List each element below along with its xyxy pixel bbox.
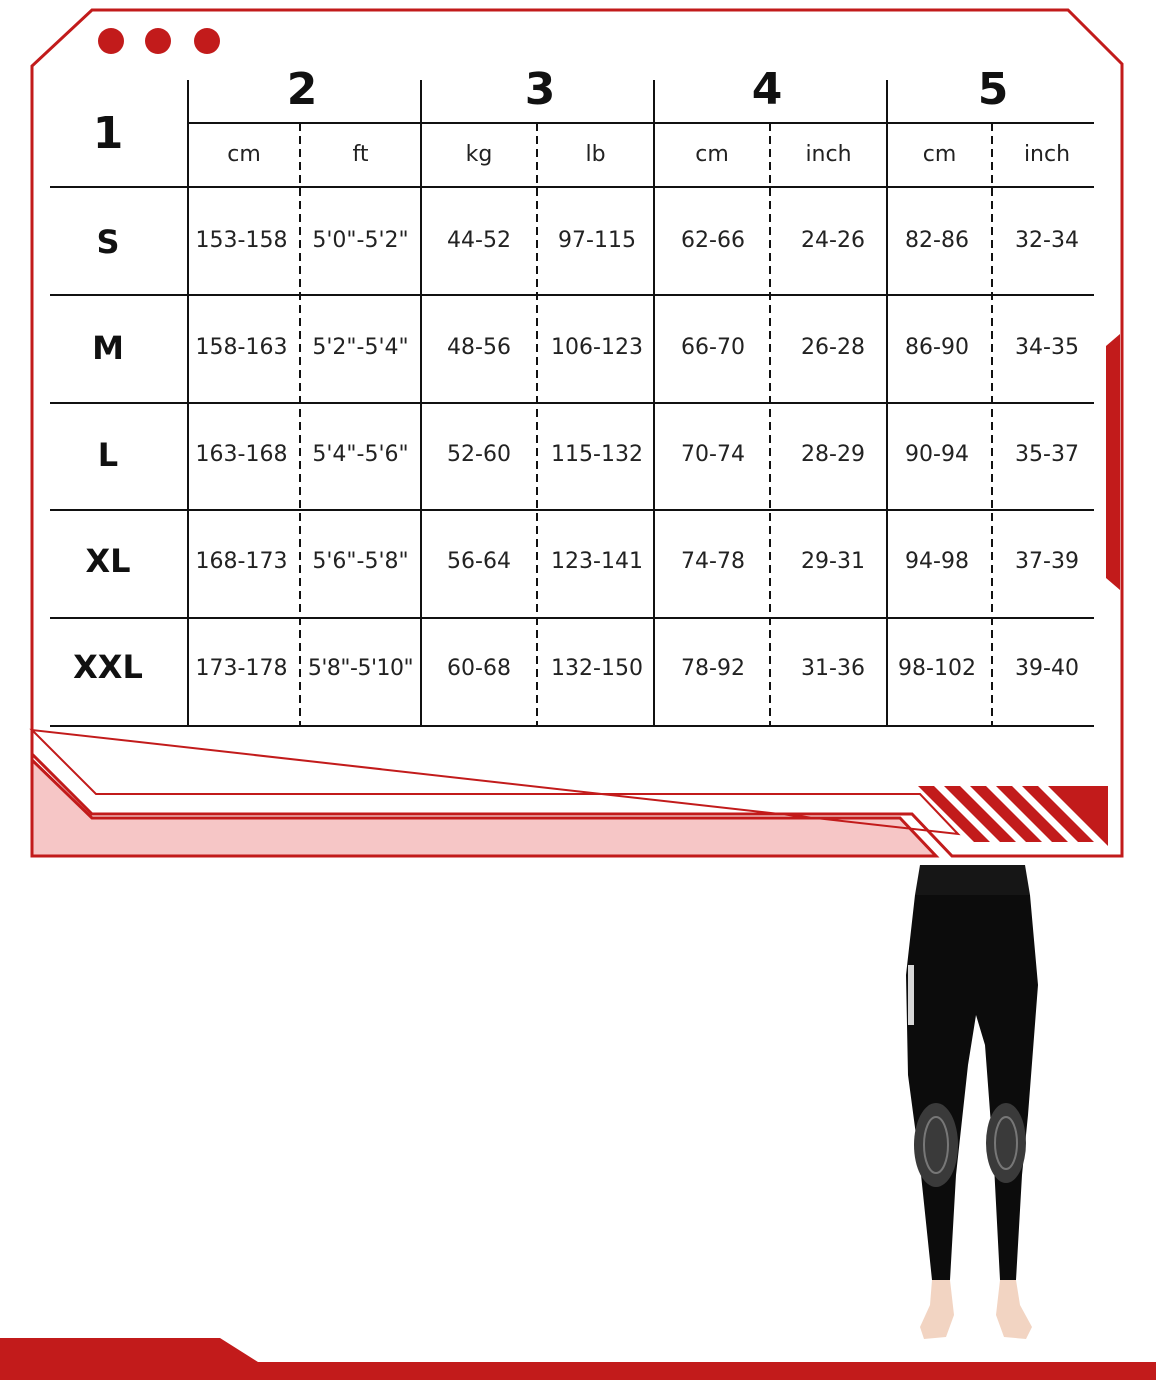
group-header: 5	[977, 64, 1009, 115]
group-header: 3	[524, 64, 556, 115]
table-cell: 90-94	[905, 442, 969, 467]
table-cell: 123-141	[551, 549, 643, 574]
size-label: XXL	[73, 648, 143, 686]
table-cell: 32-34	[1015, 228, 1079, 253]
table-cell: 153-158	[195, 228, 288, 253]
frame-band	[32, 744, 936, 856]
table-cell: 5'8"-5'10"	[307, 656, 414, 681]
unit-header: cm	[922, 142, 957, 167]
table-cell: 5'6"-5'8"	[312, 549, 409, 574]
unit-header: inch	[1023, 142, 1071, 167]
table-cell: 28-29	[801, 442, 865, 467]
table-cell: 39-40	[1015, 656, 1079, 681]
table-cell: 48-56	[447, 335, 511, 360]
size-label: S	[96, 223, 120, 261]
table-cell: 78-92	[681, 656, 745, 681]
size-column-header: 1	[92, 108, 124, 159]
frame-outline	[32, 10, 1122, 856]
unit-header: ft	[352, 142, 369, 167]
table-cell: 163-168	[195, 442, 288, 467]
table-cell: 98-102	[898, 656, 976, 681]
table-cell: 26-28	[801, 335, 865, 360]
size-label: M	[92, 329, 124, 367]
table-cell: 44-52	[447, 228, 511, 253]
table-cell: 37-39	[1015, 549, 1079, 574]
table-cell: 74-78	[681, 549, 745, 574]
frame-stripes	[918, 786, 1108, 846]
wetsuit-pants-icon	[880, 865, 1080, 1345]
frame-side-tab	[1106, 334, 1120, 590]
decor-dot	[145, 28, 171, 54]
table-cell: 5'0"-5'2"	[312, 228, 409, 253]
decor-dot	[98, 28, 124, 54]
table-cell: 35-37	[1015, 442, 1079, 467]
unit-header: lb	[585, 142, 606, 167]
table-cell: 60-68	[447, 656, 511, 681]
table-cell: 173-178	[195, 656, 288, 681]
unit-header: cm	[227, 142, 261, 167]
decor-dot	[194, 28, 220, 54]
table-cell: 31-36	[801, 656, 865, 681]
table-grid-dashed	[300, 123, 992, 726]
unit-header: inch	[805, 142, 852, 167]
group-header: 2	[286, 64, 318, 115]
group-header: 4	[751, 64, 783, 115]
table-cell: 66-70	[681, 335, 745, 360]
table-cell: 62-66	[681, 228, 745, 253]
table-cell: 52-60	[447, 442, 511, 467]
table-cell: 82-86	[905, 228, 969, 253]
table-cell: 94-98	[905, 549, 969, 574]
table-cell: 5'4"-5'6"	[312, 442, 409, 467]
table-cell: 97-115	[558, 228, 636, 253]
table-cell: 56-64	[447, 549, 511, 574]
table-grid	[50, 80, 1094, 726]
table-cell: 70-74	[681, 442, 745, 467]
table-cell: 106-123	[551, 335, 643, 360]
table-cell: 115-132	[551, 442, 643, 467]
table-cell: 86-90	[905, 335, 969, 360]
table-cell: 158-163	[195, 335, 288, 360]
unit-header: cm	[695, 142, 729, 167]
size-label: L	[97, 436, 119, 474]
table-cell: 5'2"-5'4"	[312, 335, 409, 360]
table-cell: 34-35	[1015, 335, 1079, 360]
table-cell: 132-150	[551, 656, 643, 681]
table-cell: 29-31	[801, 549, 865, 574]
table-cell: 24-26	[801, 228, 865, 253]
unit-header: kg	[465, 142, 493, 167]
size-label: XL	[85, 542, 131, 580]
table-cell: 168-173	[195, 549, 288, 574]
